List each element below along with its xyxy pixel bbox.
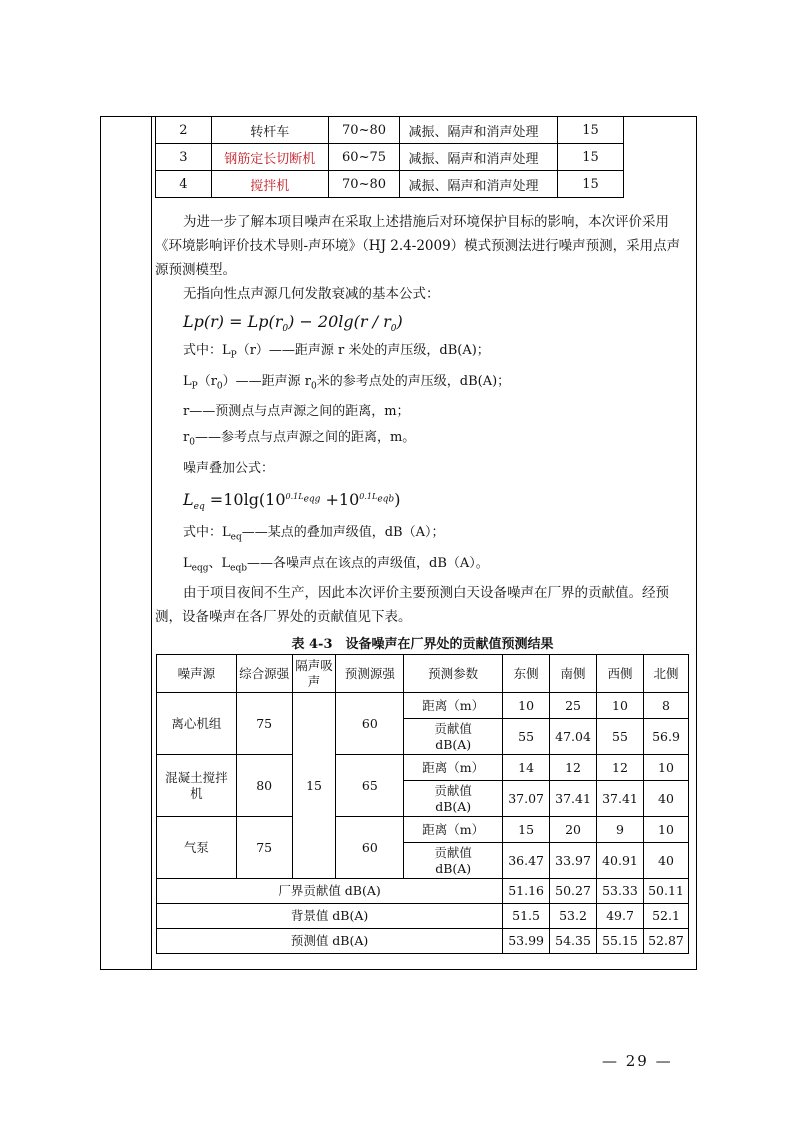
header-insulation: 隔声吸声 <box>292 655 336 693</box>
header-source: 噪声源 <box>157 655 237 693</box>
content-area <box>155 116 690 954</box>
contribution-south: 33.97 <box>550 843 597 879</box>
distance-east: 14 <box>503 755 550 781</box>
distance-north: 8 <box>643 693 688 719</box>
contribution-south: 47.04 <box>550 719 597 755</box>
source-predicted: 60 <box>336 817 404 879</box>
distance-label: 距离（m） <box>404 693 503 719</box>
equipment-name: 搅拌机 <box>211 171 328 198</box>
contribution-label: 贡献值 dB(A) <box>404 843 503 879</box>
equipment-no: 2 <box>156 117 212 144</box>
results-table <box>156 654 689 954</box>
distance-east: 10 <box>503 693 550 719</box>
source-distance-row <box>157 755 689 781</box>
paragraph-prediction: 由于项目夜间不生产，因此本次评价主要预测白天设备噪声在厂界的贡献值。经预测，设备噪声在各厂界处的贡献值见下表。 <box>155 585 669 626</box>
summary-row <box>157 904 689 929</box>
header-combined: 综合源强 <box>236 655 292 693</box>
contribution-south: 37.41 <box>550 781 597 817</box>
distance-north: 10 <box>643 817 688 843</box>
summary-row <box>157 879 689 904</box>
distance-label: 距离（m） <box>404 817 503 843</box>
source-name: 气泵 <box>157 817 237 879</box>
summary-north: 52.87 <box>643 929 688 954</box>
equipment-row <box>156 117 624 144</box>
page-number: — 29 — <box>602 1052 673 1070</box>
header-south: 南侧 <box>550 655 597 693</box>
distance-south: 12 <box>550 755 597 781</box>
equipment-reduction: 15 <box>558 144 624 171</box>
definition-r0: $r_0——$参考点与点声源之间的距离，m。 <box>183 430 416 448</box>
summary-west: 49.7 <box>597 904 644 929</box>
table-caption: 表 4-3 设备噪声在厂界处的贡献值预测结果 <box>291 637 554 653</box>
distance-south: 20 <box>550 817 597 843</box>
source-distance-row <box>157 817 689 843</box>
source-combined: 75 <box>236 817 292 879</box>
equipment-measure: 减振、隔声和消声处理 <box>400 144 558 171</box>
equipment-reduction: 15 <box>558 117 624 144</box>
source-predicted: 60 <box>336 693 404 755</box>
contribution-east: 55 <box>503 719 550 755</box>
contribution-north: 40 <box>643 781 688 817</box>
contribution-east: 36.47 <box>503 843 550 879</box>
summary-east: 53.99 <box>503 929 550 954</box>
equipment-no: 3 <box>156 144 212 171</box>
definition-leqg-leqb: $L_{eqg}$、$L_{eqb}——$各噪声点在该点的声级值，dB（A）。 <box>183 555 489 574</box>
distance-west: 10 <box>597 693 644 719</box>
contribution-east: 37.07 <box>503 781 550 817</box>
contribution-label: 贡献值 dB(A) <box>404 719 503 755</box>
source-predicted: 65 <box>336 755 404 817</box>
equipment-row <box>156 144 624 171</box>
equipment-name: 转杆车 <box>211 117 328 144</box>
contribution-label: 贡献值 dB(A) <box>404 781 503 817</box>
summary-east: 51.5 <box>503 904 550 929</box>
contribution-north: 40 <box>643 843 688 879</box>
distance-south: 25 <box>550 693 597 719</box>
summary-north: 52.1 <box>643 904 688 929</box>
paragraph-method: 为进一步了解本项目噪声在采取上述措施后对环境保护目标的影响，本次评价采用《环境影响评价技术导则-声环境》（HJ 2.4-2009）模式预测法进行噪声预测，采用点声源预测模型。 <box>155 214 681 278</box>
definition-lp-r0: $L_P(r_0)——$距声源 $r_0$米的参考点处的声压级，dB(A)； <box>183 373 511 392</box>
distance-north: 10 <box>643 755 688 781</box>
summary-south: 54.35 <box>550 929 597 954</box>
equipment-level: 70~80 <box>328 117 400 144</box>
definition-leq: 式中：$L_{eq}——$某点的叠加声级值，dB（A）； <box>183 525 445 543</box>
frame-divider <box>151 117 152 969</box>
equipment-reduction: 15 <box>558 171 624 198</box>
source-name: 离心机组 <box>157 693 237 755</box>
distance-west: 9 <box>597 817 644 843</box>
summary-east: 51.16 <box>503 879 550 904</box>
summary-west: 53.33 <box>597 879 644 904</box>
equipment-measure: 减振、隔声和消声处理 <box>400 117 558 144</box>
source-name: 混凝土搅拌机 <box>157 755 237 817</box>
formula-attenuation: $Lp(r) = Lp(r_0) - 20\lg(r / r_0)$ <box>183 312 403 335</box>
summary-row <box>157 929 689 954</box>
contribution-west: 37.41 <box>597 781 644 817</box>
header-predicted: 预测源强 <box>336 655 404 693</box>
header-param: 预测参数 <box>404 655 503 693</box>
distance-east: 15 <box>503 817 550 843</box>
equipment-row <box>156 171 624 198</box>
contribution-west: 40.91 <box>597 843 644 879</box>
definition-r: r——预测点与点声源之间的距离，m； <box>183 404 410 420</box>
summary-south: 50.27 <box>550 879 597 904</box>
header-west: 西侧 <box>597 655 644 693</box>
definition-lp-r: 式中：$L_P(r)——$距声源 r 米处的声压级，dB(A)； <box>183 343 490 361</box>
contribution-north: 56.9 <box>643 719 688 755</box>
summary-label: 背景值 dB(A) <box>157 904 503 929</box>
insulation-value: 15 <box>292 693 336 879</box>
equipment-measure: 减振、隔声和消声处理 <box>400 171 558 198</box>
distance-label: 距离（m） <box>404 755 503 781</box>
equipment-level: 70~80 <box>328 171 400 198</box>
source-distance-row <box>157 693 689 719</box>
distance-west: 12 <box>597 755 644 781</box>
header-east: 东侧 <box>503 655 550 693</box>
equipment-no: 4 <box>156 171 212 198</box>
summary-south: 53.2 <box>550 904 597 929</box>
equipment-name: 钢筋定长切断机 <box>211 144 328 171</box>
source-combined: 75 <box>236 693 292 755</box>
summary-west: 55.15 <box>597 929 644 954</box>
equipment-table <box>155 116 624 198</box>
paragraph-superposition-intro: 噪声叠加公式： <box>183 460 275 476</box>
paragraph-basic-formula-intro: 无指向性点声源几何发散衰减的基本公式： <box>183 286 440 302</box>
contribution-west: 55 <box>597 719 644 755</box>
formula-superposition: $L_{eq} =10\lg(10^{0.1L_{eqg}} +10^{0.1L_{eqb}})$ <box>183 489 401 513</box>
header-north: 北侧 <box>643 655 688 693</box>
source-combined: 80 <box>236 755 292 817</box>
equipment-level: 60~75 <box>328 144 400 171</box>
summary-label: 厂界贡献值 dB(A) <box>157 879 503 904</box>
summary-label: 预测值 dB(A) <box>157 929 503 954</box>
summary-north: 50.11 <box>643 879 688 904</box>
